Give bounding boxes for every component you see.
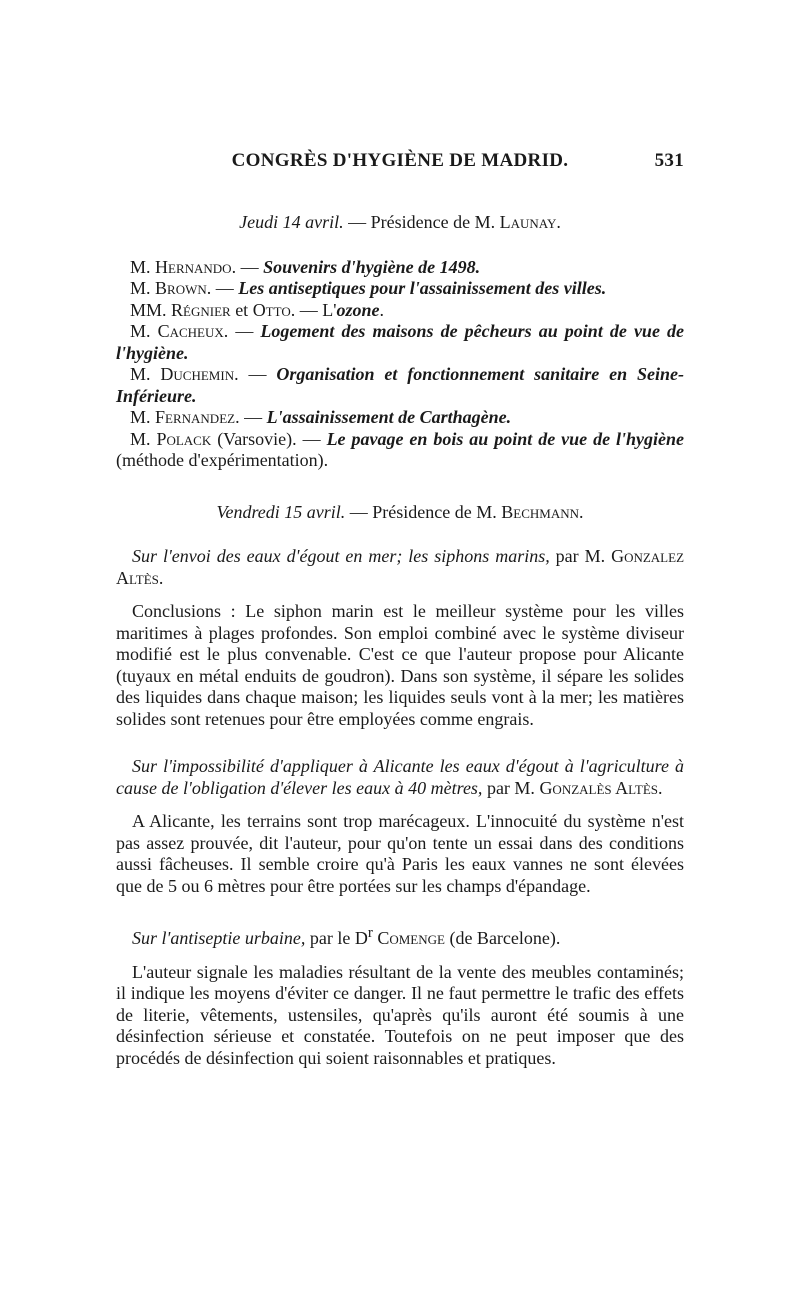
entry-polack (116, 429, 684, 472)
running-header (116, 150, 684, 180)
paragraph-3: L'auteur signale les maladies résultant de la vente des meubles contaminés; il indique les moyens d'éviter ce danger. Il ne faut permettre le trafic des effets de literie, vêtements, ustensiles, qu'après qu'ils auront été soumis à une désinfection sérieuse et constatée. Toutefois on ne peut imposer que des procédés de désinfection qui soient raisonnables et pratiques. (116, 961, 684, 1068)
subject-heading-3 (116, 923, 684, 950)
subject-title: Sur l'antiseptie urbaine, (132, 928, 306, 948)
entry-title: Le pavage en bois au point de vue de l'hygiène (326, 428, 684, 449)
subject-author: Gonzalez Altès (116, 546, 685, 588)
entry-fernandez (116, 407, 684, 429)
session-day: Vendredi 15 avril. (216, 501, 346, 522)
session-presidence: — Présidence de M. (345, 501, 502, 522)
session-presidence: — Présidence de M. (343, 212, 500, 232)
entry-hernando (116, 257, 684, 279)
paragraph-2: A Alicante, les terrains sont trop marécageux. L'innocuité du système n'est pas assez prouvée, dit l'auteur, pour qu'on tente un essai dans des conditions aussi fâcheuses. Il semble croire qu'à Paris les eaux vannes ne sont élevées que de 5 ou 6 mètres pour être portées sur les champs d'épandage. (116, 811, 684, 896)
entry-prefix: M. (130, 407, 156, 427)
session-president: Launay (499, 212, 557, 232)
entry-regnier-otto (116, 300, 684, 322)
session-end: . (556, 212, 561, 232)
subject-author: Gonzalès Altès (539, 777, 659, 798)
entry-title: Les antiseptiques pour l'assainissement des villes. (238, 278, 607, 298)
entry-author: Cacheux (157, 321, 224, 341)
subject-author: Comenge (372, 928, 445, 948)
session-day: Jeudi 14 avril. (239, 212, 344, 232)
entry-prefix: M. (130, 278, 156, 298)
entry-author: Polack (156, 428, 212, 449)
entry-title: ozone (336, 299, 380, 320)
entry-duchemin (116, 364, 684, 407)
entry-sep: . — (235, 407, 267, 427)
page-body (116, 212, 684, 1069)
entry-author: Duchemin (160, 364, 235, 384)
entry-after: (méthode d'expérimentation). (116, 450, 329, 470)
entry-brown (116, 278, 684, 300)
subject-by: par le D (305, 928, 368, 948)
entry-prefix: M. (130, 364, 161, 384)
entry-sep: . — (206, 278, 239, 298)
subject-heading-2 (116, 756, 684, 799)
entry-sep: . — (231, 256, 264, 277)
subject-title: Sur l'envoi des eaux d'égout en mer; les siphons marins, (132, 546, 550, 566)
entry-author: Fernandez (155, 407, 236, 427)
entry-end: . (379, 299, 384, 320)
entry-sep: . — (234, 364, 277, 384)
subject-end: (de Barcelone). (444, 928, 561, 948)
entry-author: Régnier (171, 299, 231, 320)
entry-sep: . — (223, 321, 261, 341)
page-number: 531 (654, 150, 684, 171)
subject-sup: r (367, 925, 373, 941)
session-president: Bechmann (501, 501, 579, 522)
subject-heading-1 (116, 546, 684, 589)
session-end: . (579, 501, 584, 522)
entry-title: Logement des maisons de pêcheurs au point de vue de l'hygiène. (116, 321, 684, 363)
session-heading-thursday (116, 212, 684, 234)
entry-prefix: M. (130, 256, 156, 277)
subject-title: Sur l'impossibilité d'appliquer à Alicante les eaux d'égout à l'agriculture à cause de l'obligation d'élever les eaux à 40 mètres, (116, 756, 684, 798)
subject-end: . (158, 567, 164, 588)
entry-sep: et (230, 299, 253, 320)
subject-by: par M. (482, 777, 540, 798)
entry-sep: (Varsovie). — (211, 428, 327, 449)
paragraph-1: Conclusions : Le siphon marin est le meilleur système pour les villes maritimes à plages profondes. Son emploi combiné avec le système diviseur modifié est le plus convenable. C'est ce que l'auteur propose pour Alicante (tuyaux en métal enduits de goudron). Dans son système, il sépare les solides des liquides dans chaque maison; les liquides seuls vont à la mer; les matières solides sont retenues pour être employées comme engrais. (116, 601, 684, 729)
entry-title: Organisation et fonctionnement sanitaire en Seine-Inférieure. (116, 364, 685, 406)
entry-prefix: MM. (130, 299, 172, 320)
entry-prefix: M. (130, 321, 158, 341)
entry-sep-2: . — L' (290, 299, 337, 320)
entry-author: Hernando (155, 256, 232, 277)
entry-author-2: Otto (252, 299, 291, 320)
entry-title: L'assainissement de Carthagène. (266, 407, 512, 427)
entry-title: Souvenirs d'hygiène de 1498. (263, 256, 481, 277)
session-heading-friday (116, 502, 684, 524)
entry-prefix: M. (130, 428, 157, 449)
running-title: CONGRÈS D'HYGIÈNE DE MADRID. (231, 150, 569, 171)
subject-end: . (658, 777, 663, 798)
entry-cacheux (116, 321, 684, 364)
subject-by: par M. (549, 546, 612, 566)
entry-author: Brown (155, 278, 207, 298)
